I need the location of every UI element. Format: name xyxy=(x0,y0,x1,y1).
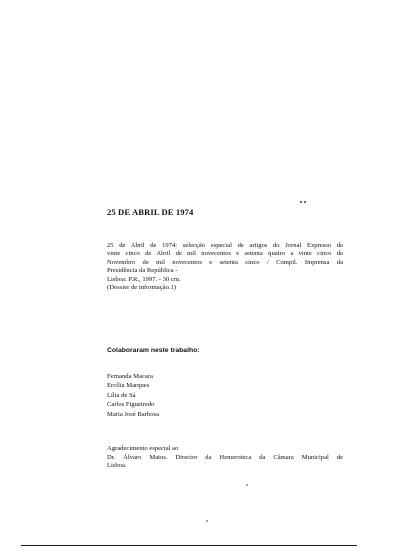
scan-speck xyxy=(246,484,248,486)
acknowledgement xyxy=(107,445,343,471)
acknowledgement-line: Agradecimento especial ao xyxy=(107,445,179,452)
collaborator-name: Carlos Figueiredo xyxy=(107,401,155,409)
acknowledgement-line: Dr. Álvaro Matos. Director da Hemeroteca da Câmara Municipal de xyxy=(107,453,343,461)
scan-speck xyxy=(300,201,306,203)
bibliographic-line: Novembro de mil novecentos e setenta cinco / Compil. Imprensa da xyxy=(107,258,343,266)
document-title: 25 DE ABRIL DE 1974 xyxy=(107,207,194,217)
bibliographic-line: Lisboa: P.R., 1997. - 30 cm. xyxy=(107,275,181,283)
collaborator-name: Fernanda Macara xyxy=(107,373,153,380)
bibliographic-line: 25 de Abril de 1974: selecção especial de artigos do Jornal Expresso de xyxy=(107,242,343,249)
acknowledgement-line: Lisboa. xyxy=(107,462,127,470)
collaborator-name: Ercília Marques xyxy=(107,382,150,390)
bibliographic-line: (Dossier de informação.1) xyxy=(107,284,177,292)
collaborators-list xyxy=(107,372,159,419)
collaborator-name: Maria José Barbosa xyxy=(107,410,160,418)
bibliographic-record xyxy=(107,242,343,292)
collaborator-name: Lília de Sá xyxy=(107,391,136,399)
scan-speck xyxy=(206,520,208,522)
bottom-rule xyxy=(21,545,357,546)
collaborators-heading: Colaboraram neste trabalho: xyxy=(107,347,200,354)
bibliographic-line: Presidência da República - xyxy=(107,267,178,275)
bibliographic-line: vinte cinco de Abril de mil novecentos e setenta quatro a vinte cinco de xyxy=(107,250,343,258)
